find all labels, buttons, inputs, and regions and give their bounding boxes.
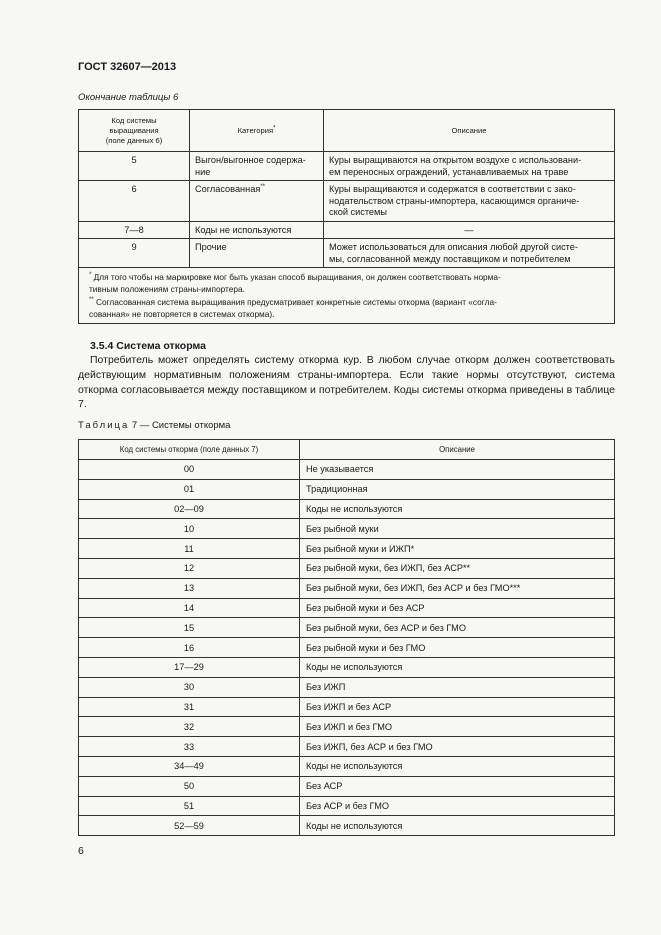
row-code: 13 <box>79 578 300 598</box>
row-code: 6 <box>79 181 190 222</box>
row-code: 11 <box>79 539 300 559</box>
row-description <box>324 152 615 181</box>
document-header: ГОСТ 32607—2013 <box>78 61 177 73</box>
row-description: Без ИЖП и без АСР <box>300 697 615 717</box>
row-description: Традиционная <box>300 479 615 499</box>
footnote-mark: ** <box>89 297 94 304</box>
description-line: нодательством страны-импортера, касающимся органиче- <box>329 195 580 206</box>
row-description: Без рыбной муки и без ГМО <box>300 638 615 658</box>
footnote <box>89 271 610 283</box>
row-code: 51 <box>79 796 300 816</box>
row-description: Без рыбной муки, без ИЖП, без АСР** <box>300 558 615 578</box>
footnote-mark: * <box>89 272 92 279</box>
row-description: Коды не используются <box>300 499 615 519</box>
row-description: Не указывается <box>300 460 615 480</box>
table6-footnotes <box>79 268 615 324</box>
footnote-text: Согласованная система выращивания предусматривает конкретные системы откорма (вариант «согла- <box>93 296 497 307</box>
table-row <box>79 638 615 658</box>
table6-header-description: Описание <box>324 110 615 152</box>
row-code: 30 <box>79 677 300 697</box>
table6-notes-row <box>79 268 615 324</box>
header-code-line: выращивания <box>109 125 159 135</box>
header-category-label: Категория <box>237 125 274 135</box>
row-description <box>324 181 615 222</box>
row-code: 00 <box>79 460 300 480</box>
table-row <box>79 796 615 816</box>
row-description: Без ИЖП <box>300 677 615 697</box>
row-code: 16 <box>79 638 300 658</box>
row-code: 32 <box>79 717 300 737</box>
table-row <box>79 558 615 578</box>
table-row <box>79 737 615 757</box>
section-title: 3.5.4 Система откорма <box>90 340 206 352</box>
table-row <box>79 221 615 239</box>
table6-header-row <box>79 110 615 152</box>
table-row <box>79 677 615 697</box>
row-code: 02—09 <box>79 499 300 519</box>
table-row <box>79 776 615 796</box>
row-description: Коды не используются <box>300 816 615 836</box>
table-row <box>79 499 615 519</box>
description-line: ем переносных ограждений, устанавливаемых на траве <box>329 166 569 177</box>
table-7 <box>78 439 615 836</box>
row-description: Без рыбной муки и ИЖП* <box>300 539 615 559</box>
table-row <box>79 578 615 598</box>
section-paragraph: Потребитель может определять систему откорма кур. В любом случае откорм должен соответствовать действующим нормативным положениям страны-импортера. Если такие нормы отсутствуют, система откорма согласовывается между поставщиком и потребителем. Коды системы откорма приведены в таблице 7. <box>78 354 615 411</box>
footnote-text: сованная» не повторяется в системах откорма). <box>89 309 275 320</box>
row-code: 12 <box>79 558 300 578</box>
footnote-text: Для того чтобы на маркировке мог быть указан способ выращивания, он должен соответствовать норма- <box>91 272 501 282</box>
row-code: 9 <box>79 239 190 268</box>
footnote-text: тивным положениям страны-импортера. <box>89 284 245 295</box>
row-description <box>324 239 615 268</box>
table-row <box>79 816 615 836</box>
row-code: 14 <box>79 598 300 618</box>
row-description: Без рыбной муки, без ИЖП, без АСР и без ГМО*** <box>300 578 615 598</box>
table7-caption-word: Таблица <box>78 420 130 431</box>
row-category <box>190 152 324 181</box>
table-row <box>79 618 615 638</box>
row-code: 7—8 <box>79 221 190 239</box>
table7-caption-title: 7 — Системы откорма <box>129 420 231 431</box>
row-code: 10 <box>79 519 300 539</box>
table-6 <box>78 109 615 324</box>
description-line: мы, согласованной между поставщиком и потребителем <box>329 253 571 264</box>
table-row <box>79 519 615 539</box>
table7-header-code: Код системы откорма (поле данных 7) <box>79 440 300 460</box>
row-code: 33 <box>79 737 300 757</box>
row-code: 52—59 <box>79 816 300 836</box>
row-code: 5 <box>79 152 190 181</box>
row-description: Коды не используются <box>300 657 615 677</box>
table6-header-category <box>190 110 324 152</box>
row-description: Без рыбной муки <box>300 519 615 539</box>
footnote-mark: ** <box>260 183 265 190</box>
row-category: Коды не используются <box>190 221 324 239</box>
table-row <box>79 181 615 222</box>
table-row <box>79 598 615 618</box>
table7-header-description: Описание <box>300 440 615 460</box>
table-row <box>79 717 615 737</box>
page-number: 6 <box>78 845 84 857</box>
table-row <box>79 239 615 268</box>
table-row <box>79 152 615 181</box>
row-code: 15 <box>79 618 300 638</box>
table-row <box>79 460 615 480</box>
row-category: Прочие <box>190 239 324 268</box>
row-description: Без рыбной муки и без АСР <box>300 598 615 618</box>
table-row <box>79 657 615 677</box>
footnote-mark: * <box>273 124 276 131</box>
description-line: Куры выращиваются на открытом воздухе с использовани- <box>329 155 582 165</box>
description-line: ской системы <box>329 207 387 217</box>
row-code: 50 <box>79 776 300 796</box>
row-description: Коды не используются <box>300 756 615 776</box>
table6-caption: Окончание таблицы 6 <box>78 92 179 103</box>
row-category <box>190 181 324 222</box>
table-row <box>79 479 615 499</box>
header-code-line: Код системы <box>111 115 157 125</box>
category-line: Выгон/выгонное содержа- <box>195 155 306 165</box>
row-description: Без рыбной муки, без АСР и без ГМО <box>300 618 615 638</box>
row-code: 17—29 <box>79 657 300 677</box>
table7-body <box>79 460 615 836</box>
row-code: 31 <box>79 697 300 717</box>
row-code: 34—49 <box>79 756 300 776</box>
row-description: Без ИЖП и без ГМО <box>300 717 615 737</box>
row-description: Без АСР <box>300 776 615 796</box>
category-line: Согласованная <box>195 184 261 194</box>
table7-header-row <box>79 440 615 460</box>
table6-header-code <box>79 110 190 152</box>
description-line: Куры выращиваются и содержатся в соответствии с зако- <box>329 184 576 194</box>
table-row <box>79 756 615 776</box>
table-row <box>79 539 615 559</box>
table-row <box>79 697 615 717</box>
footnote <box>89 296 610 308</box>
row-description: Без ИЖП, без АСР и без ГМО <box>300 737 615 757</box>
row-code: 01 <box>79 479 300 499</box>
table7-caption <box>78 420 230 431</box>
category-line: ние <box>195 166 211 177</box>
row-description: — <box>324 221 615 239</box>
row-description: Без АСР и без ГМО <box>300 796 615 816</box>
description-line: Может использоваться для описания любой другой систе- <box>329 242 578 252</box>
header-code-line: (поле данных 6) <box>105 135 163 145</box>
